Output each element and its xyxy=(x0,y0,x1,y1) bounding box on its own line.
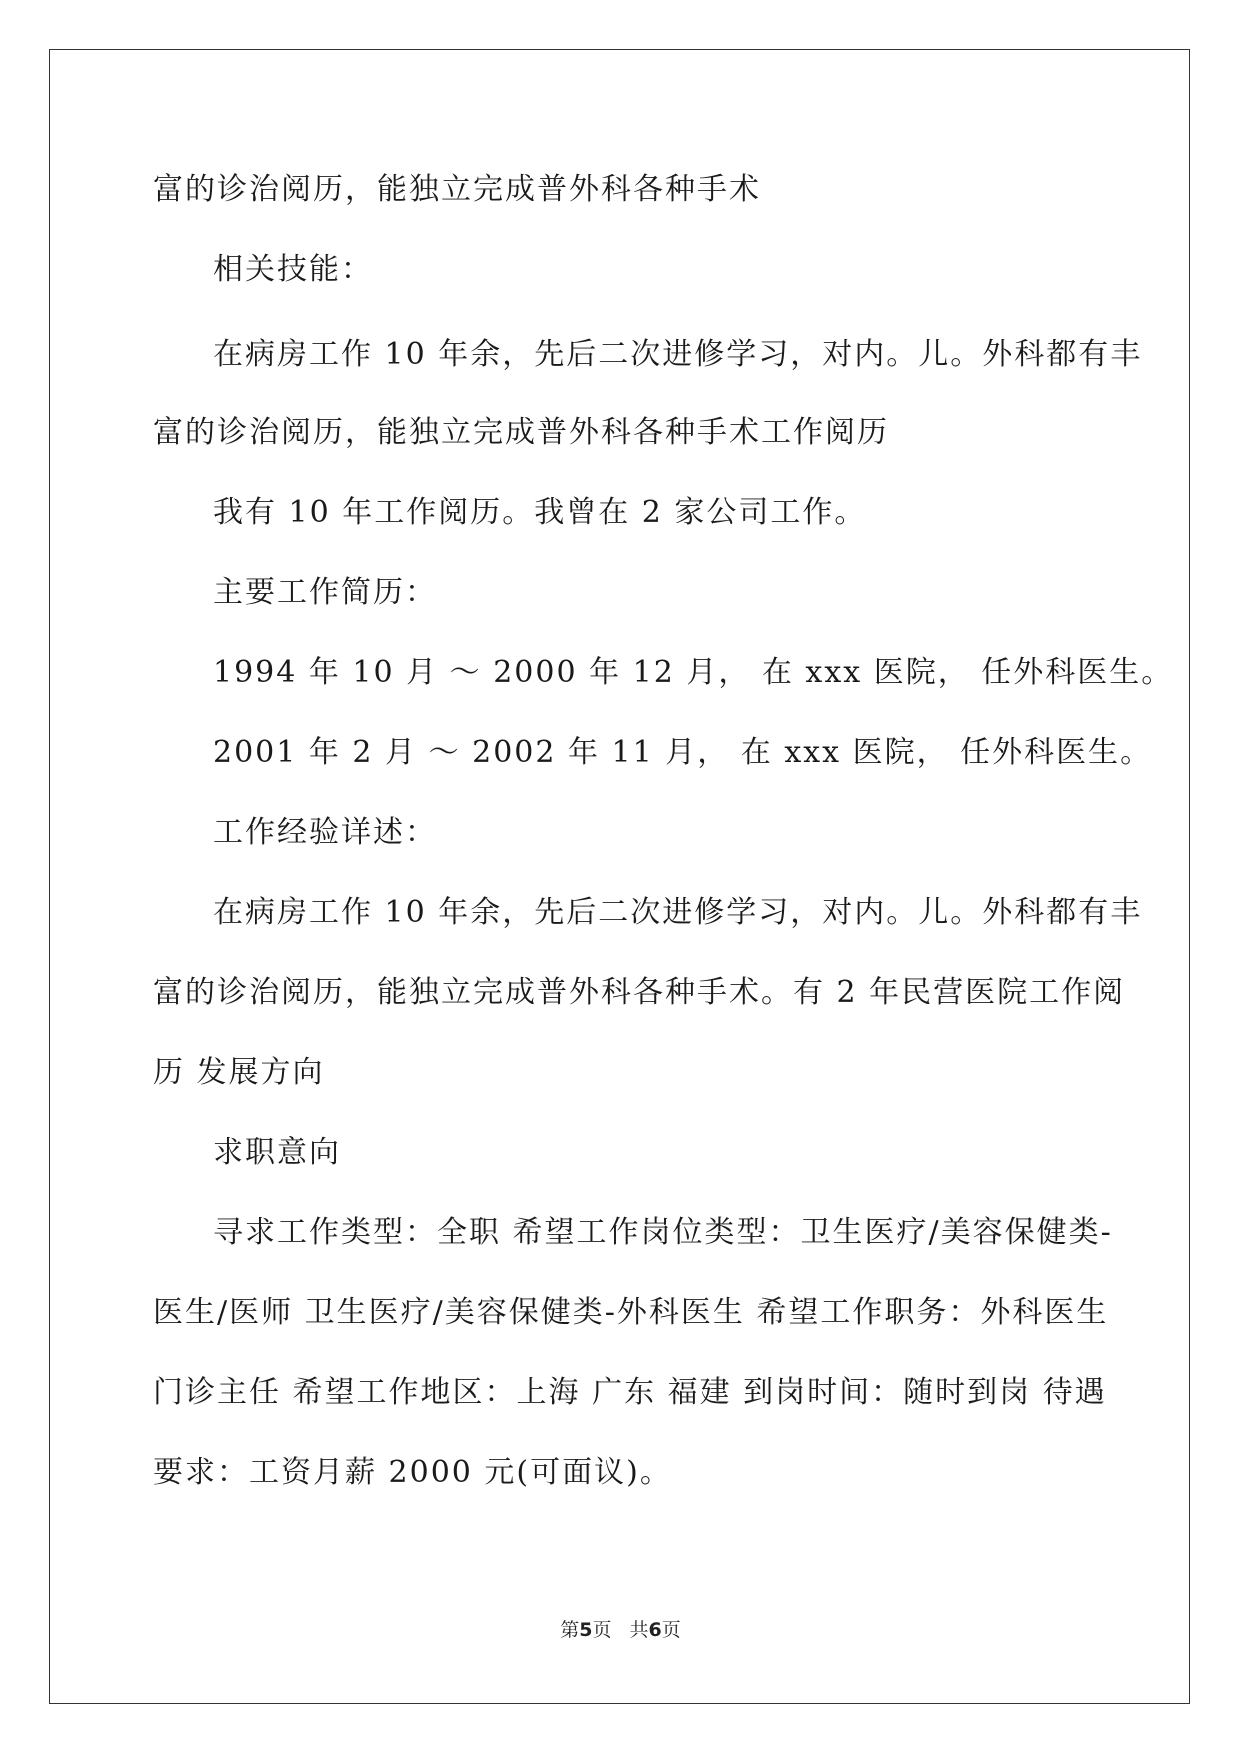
page-footer xyxy=(0,1618,1241,1642)
body-line-1: 富的诊治阅历，能独立完成普外科各种手术 xyxy=(153,172,761,207)
body-line-3: 在病房工作 10 年余，先后二次进修学习，对内。儿。外科都有丰 xyxy=(213,337,1143,372)
section-heading-job-intention: 求职意向 xyxy=(213,1135,341,1170)
section-heading-work-history: 主要工作简历： xyxy=(213,575,437,610)
body-line-14: 寻求工作类型：全职 希望工作岗位类型：卫生医疗/美容保健类- xyxy=(213,1215,1113,1250)
total-pages: 6 xyxy=(648,1619,662,1641)
body-line-10: 在病房工作 10 年余，先后二次进修学习，对内。儿。外科都有丰 xyxy=(213,895,1143,930)
work-history-entry-1: 1994 年 10 月 ～ 2000 年 12 月， 在 xxx 医院， 任外科医生。 xyxy=(213,655,1174,690)
total-suffix: 页 xyxy=(661,1619,681,1641)
section-heading-skills: 相关技能： xyxy=(213,252,373,287)
page-suffix: 页 xyxy=(592,1619,612,1641)
body-line-15: 医生/医师 卫生医疗/美容保健类-外科医生 希望工作职务：外科医生 xyxy=(153,1295,1109,1330)
body-line-11: 富的诊治阅历，能独立完成普外科各种手术。有 2 年民营医院工作阅 xyxy=(153,975,1126,1010)
body-line-5: 我有 10 年工作阅历。我曾在 2 家公司工作。 xyxy=(213,495,867,530)
body-line-17: 要求：工资月薪 2000 元(可面议)。 xyxy=(153,1455,672,1490)
section-heading-experience: 工作经验详述： xyxy=(213,815,437,850)
page-prefix: 第 xyxy=(560,1619,580,1641)
body-line-4: 富的诊治阅历，能独立完成普外科各种手术工作阅历 xyxy=(153,415,889,450)
total-prefix: 共 xyxy=(629,1619,649,1641)
page-number: 5 xyxy=(579,1619,593,1641)
body-line-16: 门诊主任 希望工作地区：上海 广东 福建 到岗时间：随时到岗 待遇 xyxy=(153,1375,1107,1410)
work-history-entry-2: 2001 年 2 月 ～ 2002 年 11 月， 在 xxx 医院， 任外科医生。 xyxy=(213,735,1153,770)
body-line-12: 历 发展方向 xyxy=(153,1055,325,1090)
